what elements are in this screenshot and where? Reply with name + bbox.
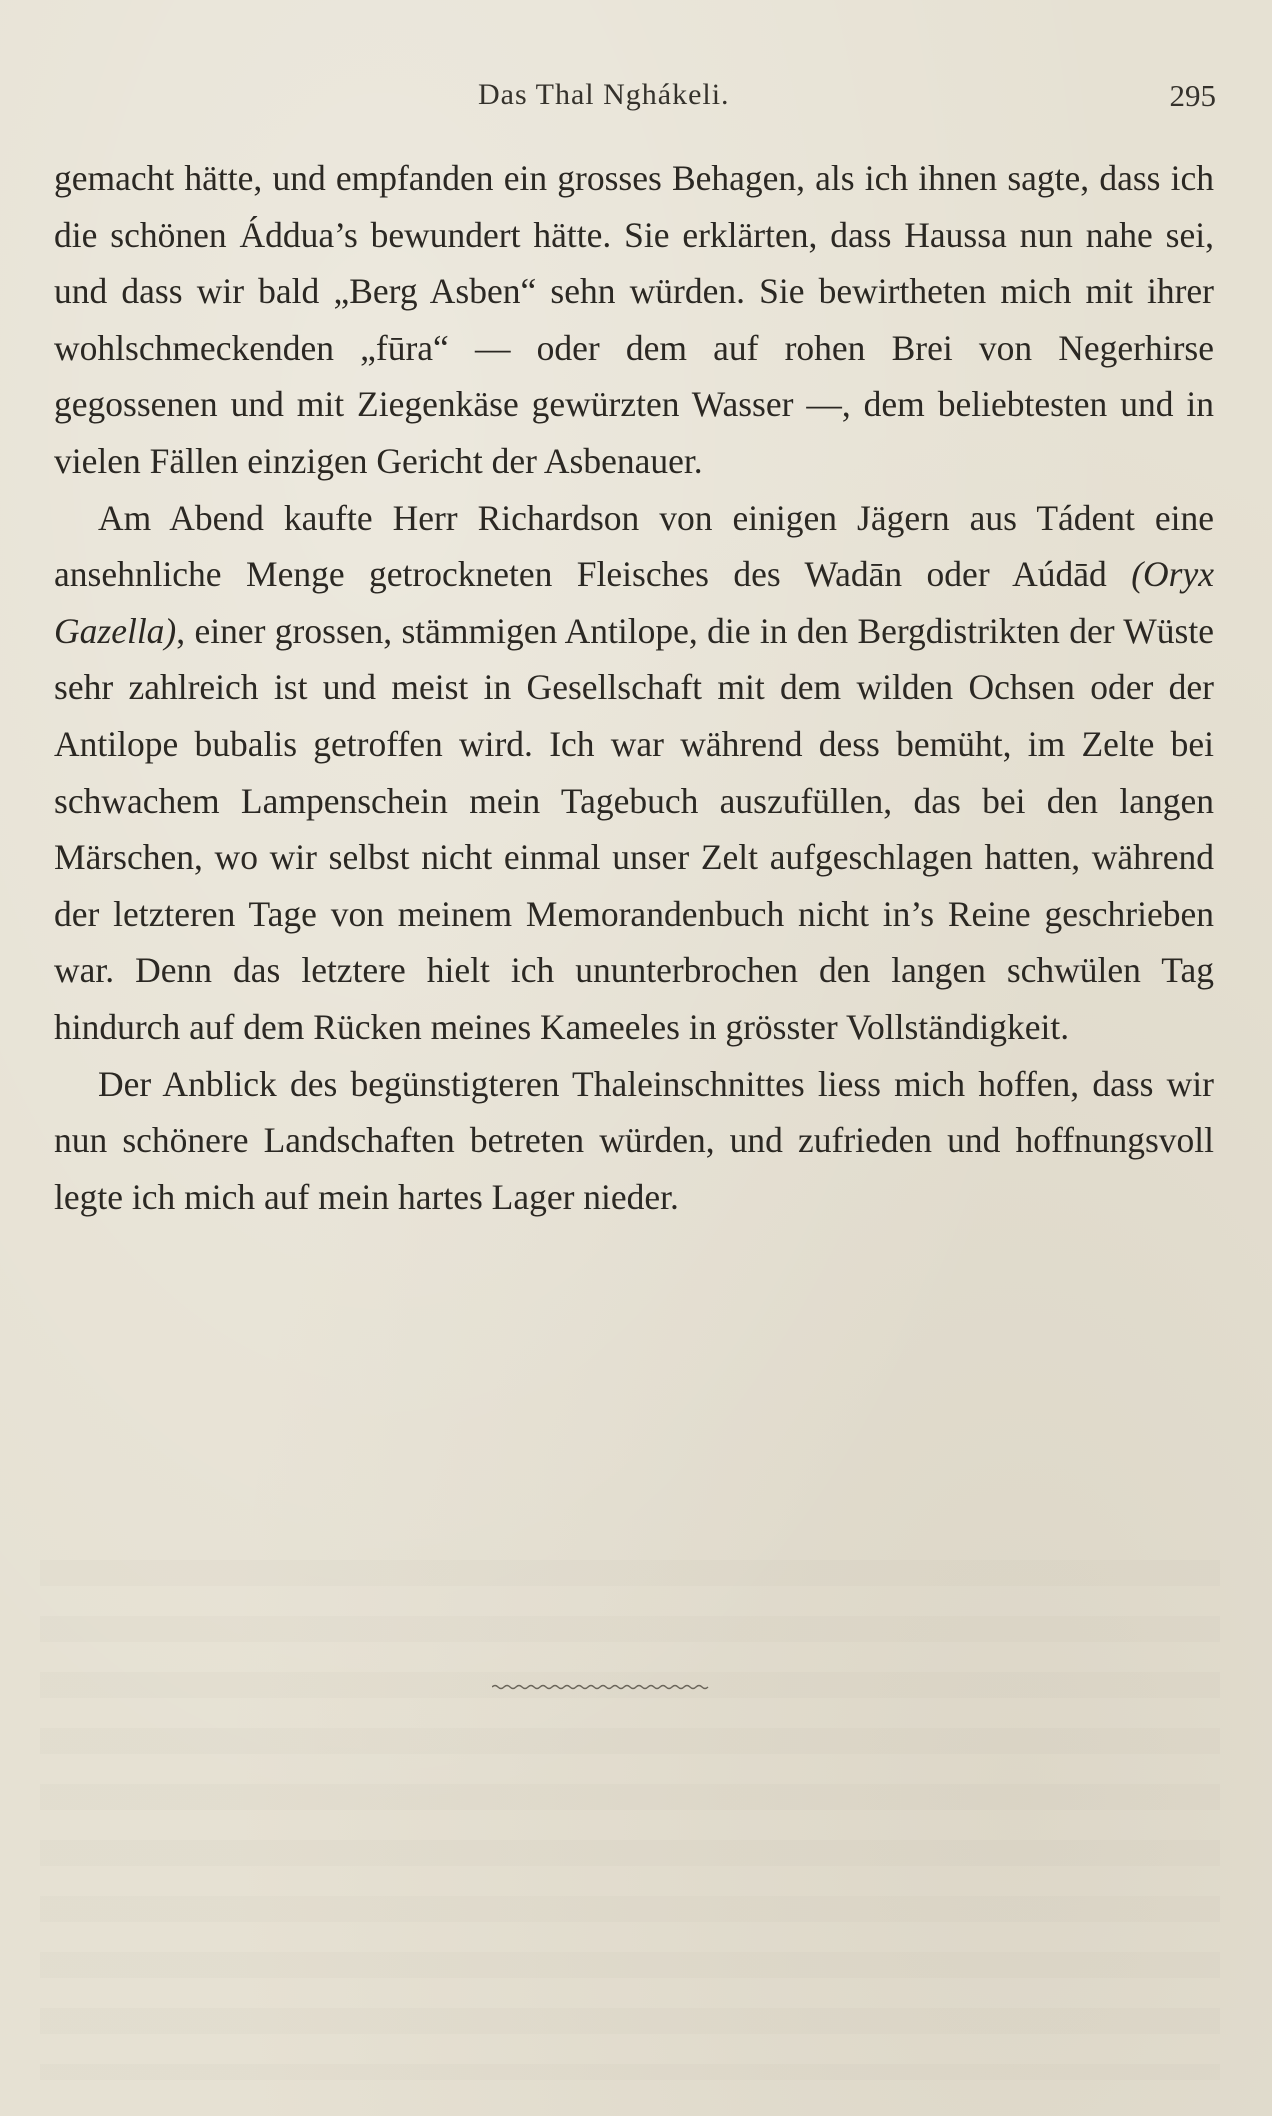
latin-species-name: (Oryx Gazella) xyxy=(54,554,1214,651)
paragraph-2-text-after: , einer grossen, stämmigen Antilope, die in den Bergdistrikten der Wüste sehr zahlreich ist und meist in Gesellschaft mit dem wilden Ochsen oder der Antilope bubalis getroffen wird. Ich war während dess bemüht, im Zelte bei schwachem Lampenschein mein Tagebuch auszufüllen, das bei den langen Märschen, wo wir selbst nicht einmal unser Zelt aufgeschlagen hatten, während der letzteren Tage von meinem Memorandenbuch nicht in’s Reine geschrieben war. Denn das letztere hielt ich ununterbrochen den langen schwülen Tag hindurch auf dem Rücken meines Kameeles in grösster Vollständigkeit. xyxy=(54,610,1214,1047)
paragraph-2 xyxy=(54,490,1214,1056)
body-text xyxy=(54,150,1214,1225)
section-end-rule xyxy=(492,1683,710,1691)
running-head xyxy=(0,78,1272,118)
running-title: Das Thal Nghákeli. xyxy=(478,78,730,111)
show-through-texture xyxy=(40,1560,1220,2080)
paragraph-1: gemacht hätte, und empfanden ein grosses Behagen, als ich ihnen sagte, dass ich die schönen Áddua’s bewundert hätte. Sie erklärten, dass Haussa nun nahe sei, und dass wir bald „Berg Asben“ sehn würden. Sie bewirtheten mich mit ihrer wohlschmeckenden „fūra“ — oder dem auf rohen Brei von Negerhirse gegossenen und mit Ziegenkäse gewürzten Wasser —, dem beliebtesten und in vielen Fällen einzigen Gericht der Asbenauer. xyxy=(54,158,1214,481)
page-number: 295 xyxy=(1169,78,1216,113)
paragraph-3: Der Anblick des begünstigteren Thaleinschnittes liess mich hoffen, dass wir nun schönere Landschaften betreten würden, und zufrieden und hoffnungsvoll legte ich mich auf mein hartes Lager nieder. xyxy=(54,1063,1214,1217)
paragraph-2-text-before: Am Abend kaufte Herr Richardson von einigen Jägern aus Tádent eine ansehnliche Menge getrockneten Fleisches des Wadān oder Aúdād xyxy=(54,497,1214,595)
